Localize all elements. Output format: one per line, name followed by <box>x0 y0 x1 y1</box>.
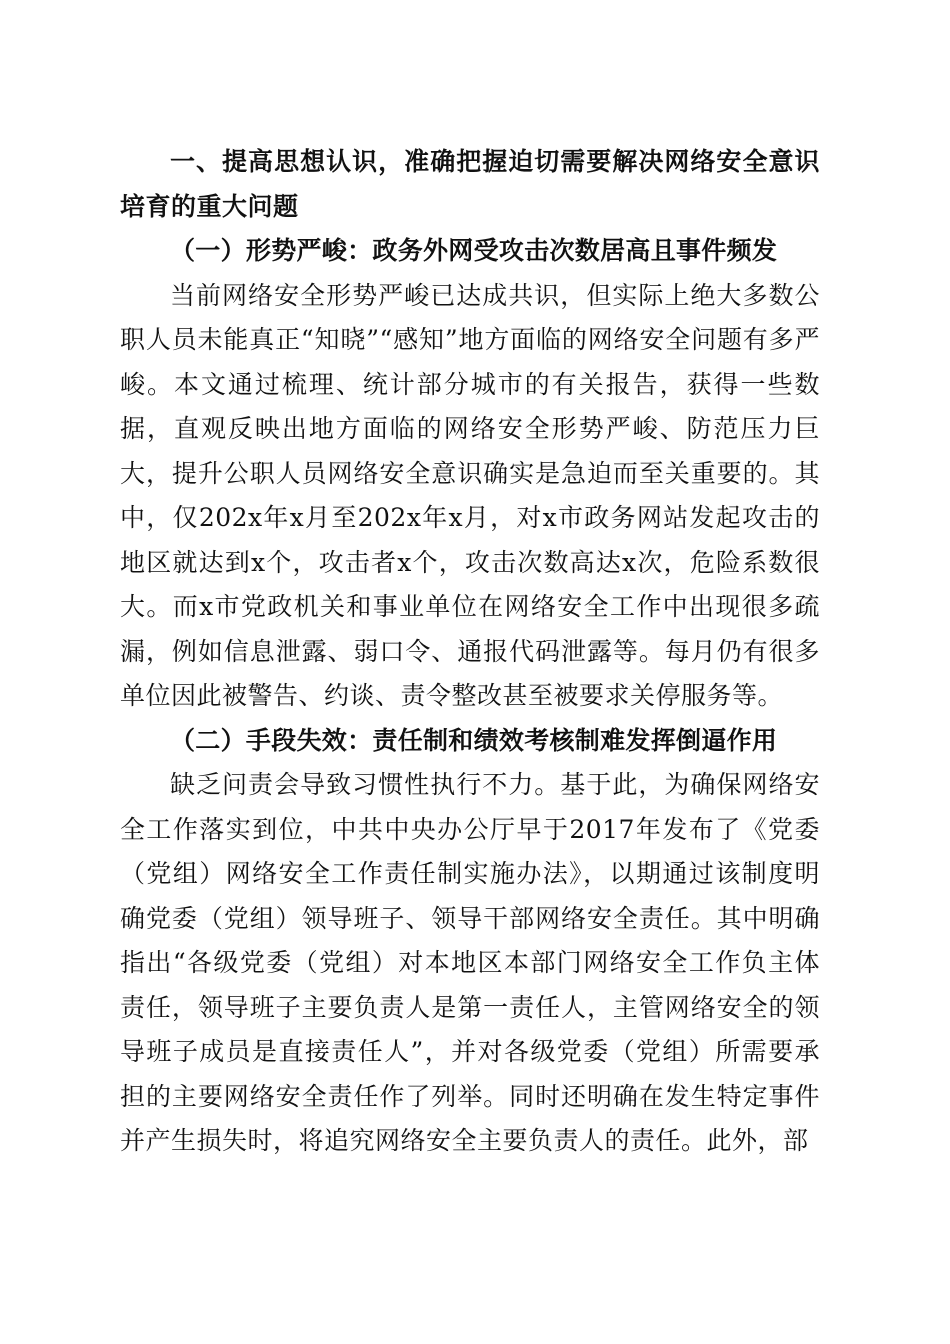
document-body <box>120 140 820 1164</box>
section-heading: 一、提高思想认识，准确把握迫切需要解决网络安全意识培育的重大问题 <box>120 147 820 221</box>
body-paragraph-2: 缺乏问责会导致习惯性执行不力。基于此，为确保网络安全工作落实到位，中共中央办公厅早于2017年发布了《党委（党组）网络安全工作责任制实施办法》，以期通过该制度明确党委（党组）领导班子、领导干部网络安全责任。其中明确指出“各级党委（党组）对本地区本部门网络安全工作负主体责任，领导班子主要负责人是第一责任人，主管网络安全的领导班子成员是直接责任人”，并对各级党委（党组）所需要承担的主要网络安全责任作了列举。同时还明确在发生特定事件并产生损失时，将追究网络安全主要负责人的责任。此外，部 <box>120 770 820 1155</box>
body-paragraph-1: 当前网络安全形势严峻已达成共识，但实际上绝大多数公职人员未能真正“知晓”“感知”地方面临的网络安全问题有多严峻。本文通过梳理、统计部分城市的有关报告，获得一些数据，直观反映出地方面临的网络安全形势严峻、防范压力巨大，提升公职人员网络安全意识确实是急迫而至关重要的。其中，仅202x年x月至202x年x月，对x市政务网站发起攻击的地区就达到x个，攻击者x个，攻击次数高达x次，危险系数很大。而x市党政机关和事业单位在网络安全工作中出现很多疏漏，例如信息泄露、弱口令、通报代码泄露等。每月仍有很多单位因此被警告、约谈、责令整改甚至被要求关停服务等。 <box>120 280 820 710</box>
subsection-heading-2: （二）手段失效：责任制和绩效考核制难发挥倒逼作用 <box>170 725 778 755</box>
subsection-heading-1: （一）形势严峻：政务外网受攻击次数居高且事件频发 <box>170 236 778 265</box>
